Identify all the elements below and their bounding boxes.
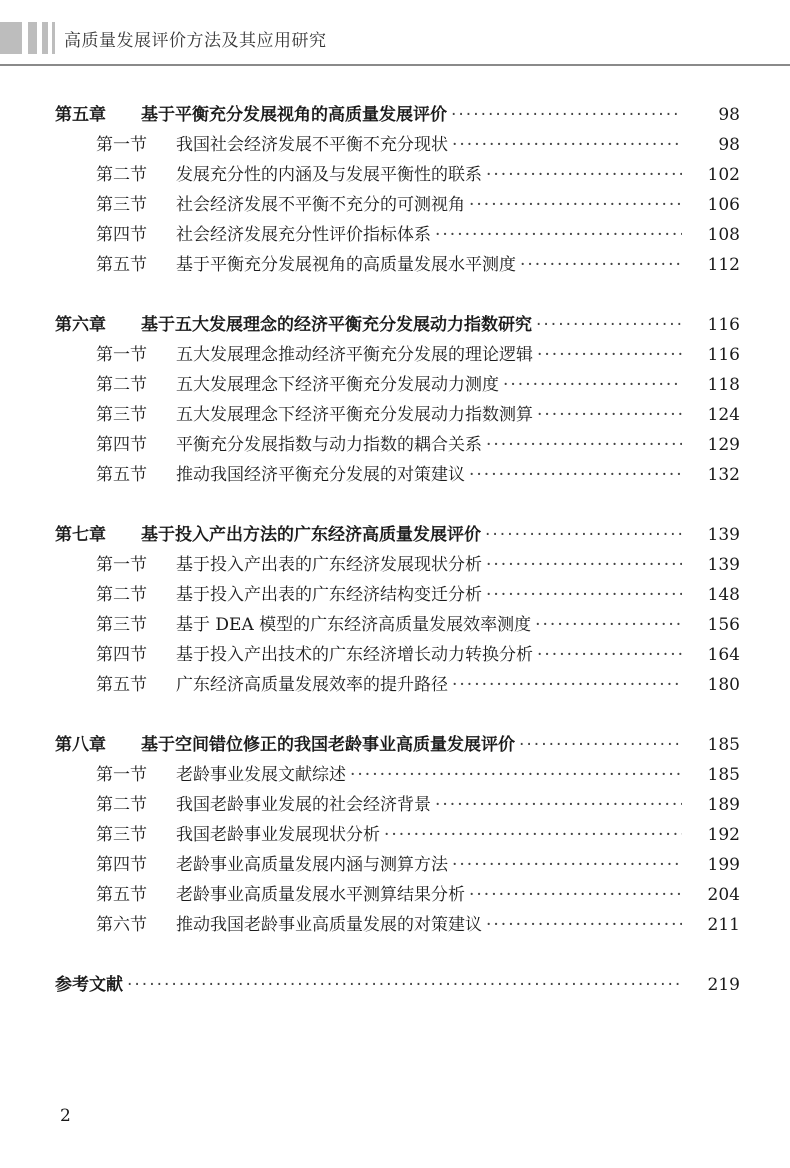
- dot-leader: [435, 790, 682, 820]
- toc-section-entry[interactable]: [0, 190, 790, 220]
- toc-section-entry[interactable]: [0, 610, 790, 640]
- section-title: 老龄事业高质量发展水平测算结果分析: [176, 885, 465, 905]
- dot-leader: [503, 370, 682, 400]
- section-page-number: 118: [707, 375, 740, 395]
- chapter-title: 基于投入产出方法的广东经济高质量发展评价: [141, 525, 481, 545]
- section-title: 五大发展理念推动经济平衡充分发展的理论逻辑: [176, 345, 533, 365]
- section-label: 第五节: [96, 255, 147, 275]
- toc-section-entry[interactable]: [0, 370, 790, 400]
- section-page-number: 102: [707, 165, 740, 185]
- dot-leader: [452, 670, 682, 700]
- header-rule: [0, 64, 790, 66]
- page-number: 2: [60, 1106, 71, 1126]
- section-page-number: 116: [707, 345, 740, 365]
- chapter-title: 基于空间错位修正的我国老龄事业高质量发展评价: [141, 735, 515, 755]
- toc-chapter-entry[interactable]: [0, 100, 790, 130]
- toc-references-entry[interactable]: [0, 970, 790, 1000]
- dot-leader: [537, 340, 682, 370]
- section-title: 基于投入产出表的广东经济结构变迁分析: [176, 585, 482, 605]
- section-page-number: 211: [707, 915, 740, 935]
- section-label: 第三节: [96, 405, 147, 425]
- section-title: 平衡充分发展指数与动力指数的耦合关系: [176, 435, 482, 455]
- chapter-label: 第七章: [55, 525, 106, 545]
- toc-section-entry[interactable]: [0, 130, 790, 160]
- dot-leader: [537, 640, 682, 670]
- chapter-title: 基于平衡充分发展视角的高质量发展评价: [141, 105, 447, 125]
- section-label: 第一节: [96, 765, 147, 785]
- dot-leader: [452, 130, 682, 160]
- toc-section-entry[interactable]: [0, 160, 790, 190]
- dot-leader: [451, 100, 682, 130]
- toc-section-entry[interactable]: [0, 760, 790, 790]
- dot-leader: [536, 310, 682, 340]
- toc-section-entry[interactable]: [0, 820, 790, 850]
- section-page-number: 192: [707, 825, 740, 845]
- section-title: 社会经济发展充分性评价指标体系: [176, 225, 431, 245]
- section-title: 基于投入产出技术的广东经济增长动力转换分析: [176, 645, 533, 665]
- section-label: 第五节: [96, 465, 147, 485]
- section-title: 五大发展理念下经济平衡充分发展动力测度: [176, 375, 499, 395]
- references-title: 参考文献: [55, 975, 123, 995]
- section-label: 第四节: [96, 435, 147, 455]
- section-label: 第二节: [96, 795, 147, 815]
- toc-chapter: [0, 730, 790, 940]
- section-page-number: 148: [707, 585, 740, 605]
- toc-chapter-entry[interactable]: [0, 310, 790, 340]
- toc-section-entry[interactable]: [0, 460, 790, 490]
- toc-section-entry[interactable]: [0, 430, 790, 460]
- dot-leader: [469, 880, 682, 910]
- section-page-number: 189: [707, 795, 740, 815]
- section-title: 基于平衡充分发展视角的高质量发展水平测度: [176, 255, 516, 275]
- dot-leader: [127, 970, 682, 1000]
- section-page-number: 98: [718, 135, 740, 155]
- references-page-number: 219: [707, 975, 740, 995]
- toc-chapter: [0, 100, 790, 280]
- chapter-page-number: 185: [707, 735, 740, 755]
- toc-chapter: [0, 520, 790, 700]
- dot-leader: [350, 760, 682, 790]
- section-page-number: 164: [707, 645, 740, 665]
- dot-leader: [435, 220, 682, 250]
- toc-chapter-entry[interactable]: [0, 730, 790, 760]
- section-label: 第三节: [96, 195, 147, 215]
- dot-leader: [535, 610, 682, 640]
- dot-leader: [486, 910, 682, 940]
- table-of-contents: [0, 100, 790, 1000]
- dot-leader: [519, 730, 682, 760]
- section-label: 第一节: [96, 555, 147, 575]
- dot-leader: [486, 550, 682, 580]
- dot-leader: [486, 160, 682, 190]
- section-title: 我国老龄事业发展现状分析: [176, 825, 380, 845]
- section-label: 第五节: [96, 675, 147, 695]
- dot-leader: [520, 250, 682, 280]
- section-label: 第六节: [96, 915, 147, 935]
- section-title: 广东经济高质量发展效率的提升路径: [176, 675, 448, 695]
- toc-section-entry[interactable]: [0, 580, 790, 610]
- section-title: 社会经济发展不平衡不充分的可测视角: [176, 195, 465, 215]
- toc-section-entry[interactable]: [0, 250, 790, 280]
- section-title: 发展充分性的内涵及与发展平衡性的联系: [176, 165, 482, 185]
- dot-leader: [452, 850, 682, 880]
- section-page-number: 108: [707, 225, 740, 245]
- dot-leader: [486, 430, 682, 460]
- toc-chapter: [0, 310, 790, 490]
- section-page-number: 204: [707, 885, 740, 905]
- section-title: 基于 DEA 模型的广东经济高质量发展效率测度: [176, 615, 532, 635]
- running-header: [0, 22, 790, 54]
- chapter-page-number: 116: [707, 315, 740, 335]
- toc-section-entry[interactable]: [0, 400, 790, 430]
- chapter-label: 第八章: [55, 735, 106, 755]
- section-title: 老龄事业发展文献综述: [176, 765, 346, 785]
- toc-chapter-entry[interactable]: [0, 520, 790, 550]
- dot-leader: [469, 190, 682, 220]
- section-page-number: 139: [707, 555, 740, 575]
- chapter-label: 第六章: [55, 315, 106, 335]
- section-page-number: 124: [707, 405, 740, 425]
- chapter-label: 第五章: [55, 105, 106, 125]
- toc-section-entry[interactable]: [0, 850, 790, 880]
- section-label: 第一节: [96, 135, 147, 155]
- toc-section-entry[interactable]: [0, 340, 790, 370]
- section-label: 第四节: [96, 225, 147, 245]
- section-page-number: 106: [707, 195, 740, 215]
- toc-section-entry[interactable]: [0, 670, 790, 700]
- section-page-number: 112: [707, 255, 740, 275]
- dot-leader: [469, 460, 682, 490]
- section-label: 第四节: [96, 855, 147, 875]
- section-title: 基于投入产出表的广东经济发展现状分析: [176, 555, 482, 575]
- toc-section-entry[interactable]: [0, 910, 790, 940]
- section-title: 我国社会经济发展不平衡不充分现状: [176, 135, 448, 155]
- section-label: 第二节: [96, 585, 147, 605]
- section-page-number: 132: [707, 465, 740, 485]
- dot-leader: [485, 520, 682, 550]
- dot-leader: [384, 820, 682, 850]
- chapter-page-number: 139: [707, 525, 740, 545]
- section-page-number: 185: [707, 765, 740, 785]
- section-page-number: 180: [707, 675, 740, 695]
- section-label: 第三节: [96, 615, 147, 635]
- section-label: 第二节: [96, 375, 147, 395]
- dot-leader: [486, 580, 682, 610]
- header-title: 高质量发展评价方法及其应用研究: [64, 31, 327, 51]
- section-page-number: 156: [707, 615, 740, 635]
- section-label: 第五节: [96, 885, 147, 905]
- section-label: 第一节: [96, 345, 147, 365]
- section-page-number: 199: [707, 855, 740, 875]
- section-label: 第四节: [96, 645, 147, 665]
- section-title: 推动我国老龄事业高质量发展的对策建议: [176, 915, 482, 935]
- chapter-title: 基于五大发展理念的经济平衡充分发展动力指数研究: [141, 315, 532, 335]
- section-title: 我国老龄事业发展的社会经济背景: [176, 795, 431, 815]
- chapter-page-number: 98: [718, 105, 740, 125]
- toc-section-entry[interactable]: [0, 790, 790, 820]
- dot-leader: [537, 400, 682, 430]
- toc-section-entry[interactable]: [0, 220, 790, 250]
- section-page-number: 129: [707, 435, 740, 455]
- toc-section-entry[interactable]: [0, 640, 790, 670]
- section-title: 五大发展理念下经济平衡充分发展动力指数测算: [176, 405, 533, 425]
- toc-section-entry[interactable]: [0, 880, 790, 910]
- section-title: 推动我国经济平衡充分发展的对策建议: [176, 465, 465, 485]
- section-title: 老龄事业高质量发展内涵与测算方法: [176, 855, 448, 875]
- toc-section-entry[interactable]: [0, 550, 790, 580]
- section-label: 第三节: [96, 825, 147, 845]
- section-label: 第二节: [96, 165, 147, 185]
